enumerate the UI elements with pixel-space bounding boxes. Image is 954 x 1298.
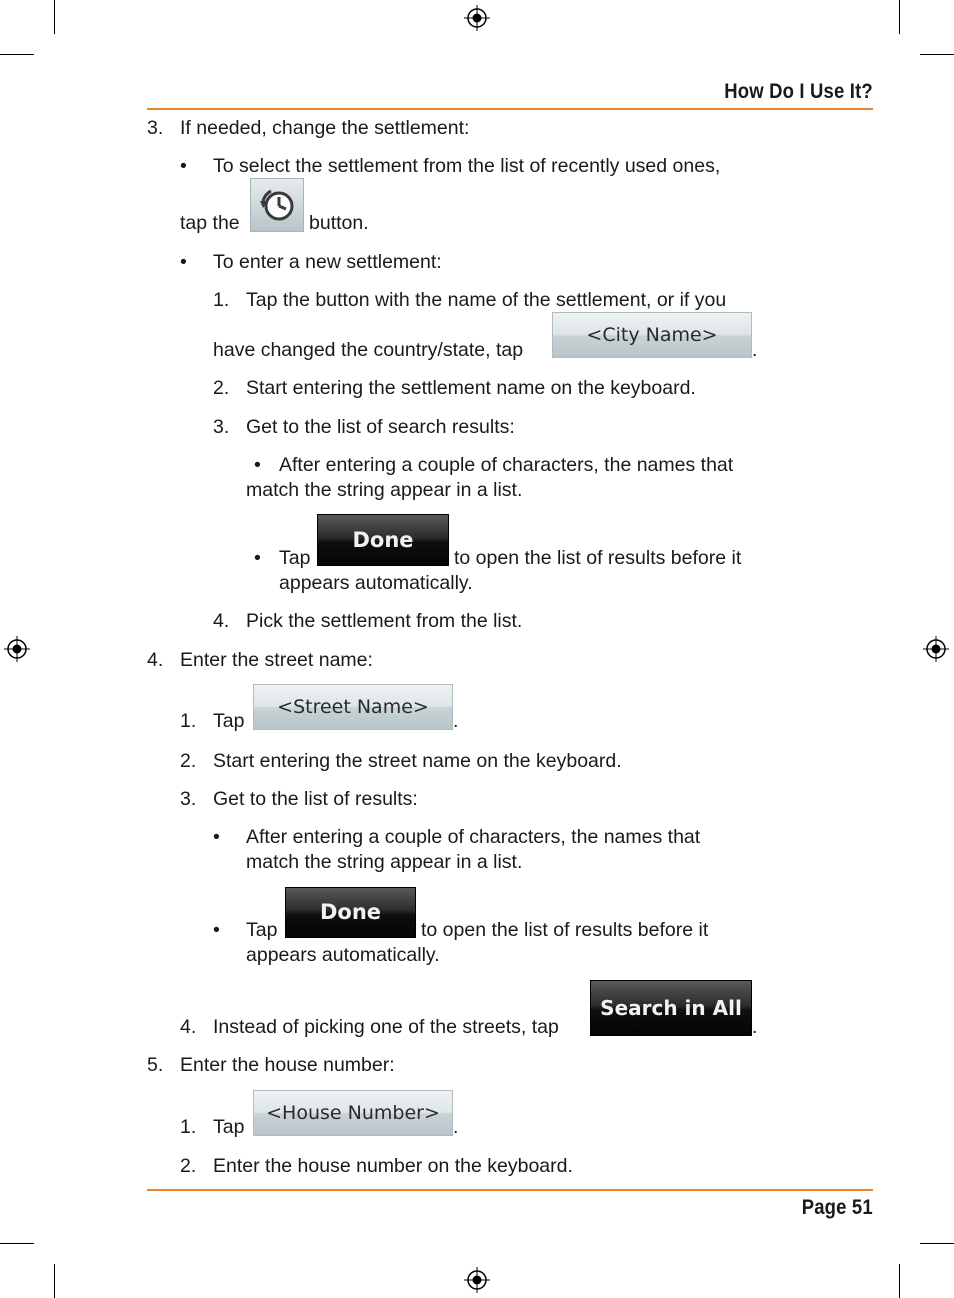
substep-number: 2. bbox=[213, 377, 230, 399]
bullet-text: To enter a new settlement: bbox=[213, 251, 442, 273]
crop-mark bbox=[0, 1243, 34, 1244]
substep-number: 2. bbox=[180, 750, 197, 772]
substep-text: Instead of picking one of the streets, tap bbox=[213, 1016, 559, 1038]
substep-number: 2. bbox=[180, 1155, 197, 1177]
substep-text: Pick the settlement from the list. bbox=[246, 610, 523, 632]
header-rule bbox=[147, 108, 873, 110]
page-header-title: How Do I Use It? bbox=[724, 80, 873, 103]
substep-text: Enter the house number on the keyboard. bbox=[213, 1155, 573, 1177]
crop-mark bbox=[0, 54, 34, 55]
crop-mark bbox=[899, 1264, 900, 1298]
step-text: Enter the street name: bbox=[180, 649, 373, 671]
crop-mark bbox=[920, 54, 954, 55]
registration-mark-icon bbox=[464, 1267, 490, 1293]
substep-text: Tap bbox=[213, 710, 245, 732]
recent-settlements-button[interactable] bbox=[250, 178, 304, 232]
done-button[interactable]: Done bbox=[317, 514, 449, 566]
crop-mark bbox=[899, 0, 900, 34]
substep-number: 4. bbox=[213, 610, 230, 632]
punctuation: . bbox=[453, 710, 459, 732]
substep-text: Get to the list of search results: bbox=[246, 416, 515, 438]
crop-mark bbox=[54, 1264, 55, 1298]
house-number-button[interactable]: <House Number> bbox=[253, 1090, 453, 1136]
punctuation: . bbox=[453, 1116, 459, 1138]
bullet-text: Tap bbox=[246, 919, 278, 941]
step-number: 4. bbox=[147, 649, 164, 671]
substep-text: have changed the country/state, tap bbox=[213, 339, 524, 361]
substep-text: Start entering the street name on the keyboard. bbox=[213, 750, 622, 772]
step-text: Enter the house number: bbox=[180, 1054, 395, 1076]
bullet-text: Tap bbox=[279, 547, 311, 569]
street-name-button[interactable]: <Street Name> bbox=[253, 684, 453, 730]
substep-text: Start entering the settlement name on the keyboard. bbox=[246, 377, 696, 399]
substep-text: Tap the button with the name of the settlement, or if you bbox=[246, 289, 727, 311]
crop-mark bbox=[54, 0, 55, 34]
bullet: • bbox=[213, 919, 220, 941]
bullet-text: appears automatically. bbox=[246, 944, 440, 966]
bullet: • bbox=[254, 547, 261, 569]
substep-number: 1. bbox=[180, 710, 197, 732]
substep-text: Tap bbox=[213, 1116, 245, 1138]
bullet-text: match the string appear in a list. bbox=[246, 851, 523, 873]
substep-number: 3. bbox=[180, 788, 197, 810]
city-name-button[interactable]: <City Name> bbox=[552, 312, 752, 358]
bullet-text: to open the list of results before it bbox=[421, 919, 709, 941]
bullet: • bbox=[213, 826, 220, 848]
bullet: • bbox=[180, 251, 187, 273]
bullet-text: match the string appear in a list. bbox=[246, 479, 523, 501]
footer-rule bbox=[147, 1189, 873, 1191]
search-in-all-button[interactable]: Search in All bbox=[590, 980, 752, 1036]
substep-number: 1. bbox=[213, 289, 230, 311]
punctuation: . bbox=[752, 1016, 758, 1038]
history-clock-icon bbox=[251, 179, 303, 231]
substep-text: Get to the list of results: bbox=[213, 788, 418, 810]
bullet-text: After entering a couple of characters, the names that bbox=[246, 826, 701, 848]
bullet: • bbox=[254, 454, 261, 476]
registration-mark-icon bbox=[464, 5, 490, 31]
step-number: 5. bbox=[147, 1054, 164, 1076]
substep-number: 4. bbox=[180, 1016, 197, 1038]
crop-mark bbox=[920, 1243, 954, 1244]
done-button[interactable]: Done bbox=[285, 887, 416, 938]
registration-mark-icon bbox=[923, 636, 949, 662]
registration-mark-icon bbox=[4, 636, 30, 662]
bullet-text: After entering a couple of characters, the names that bbox=[279, 454, 734, 476]
substep-number: 1. bbox=[180, 1116, 197, 1138]
punctuation: . bbox=[752, 339, 758, 361]
page-number: Page 51 bbox=[801, 1196, 873, 1219]
bullet-text: appears automatically. bbox=[279, 572, 473, 594]
substep-number: 3. bbox=[213, 416, 230, 438]
bullet-text: tap the bbox=[180, 212, 240, 234]
bullet: • bbox=[180, 155, 187, 177]
step-text: If needed, change the settlement: bbox=[180, 117, 470, 139]
bullet-text: to open the list of results before it bbox=[454, 547, 742, 569]
bullet-text: button. bbox=[309, 212, 369, 234]
step-number: 3. bbox=[147, 117, 164, 139]
bullet-text: To select the settlement from the list of recently used ones, bbox=[213, 155, 721, 177]
